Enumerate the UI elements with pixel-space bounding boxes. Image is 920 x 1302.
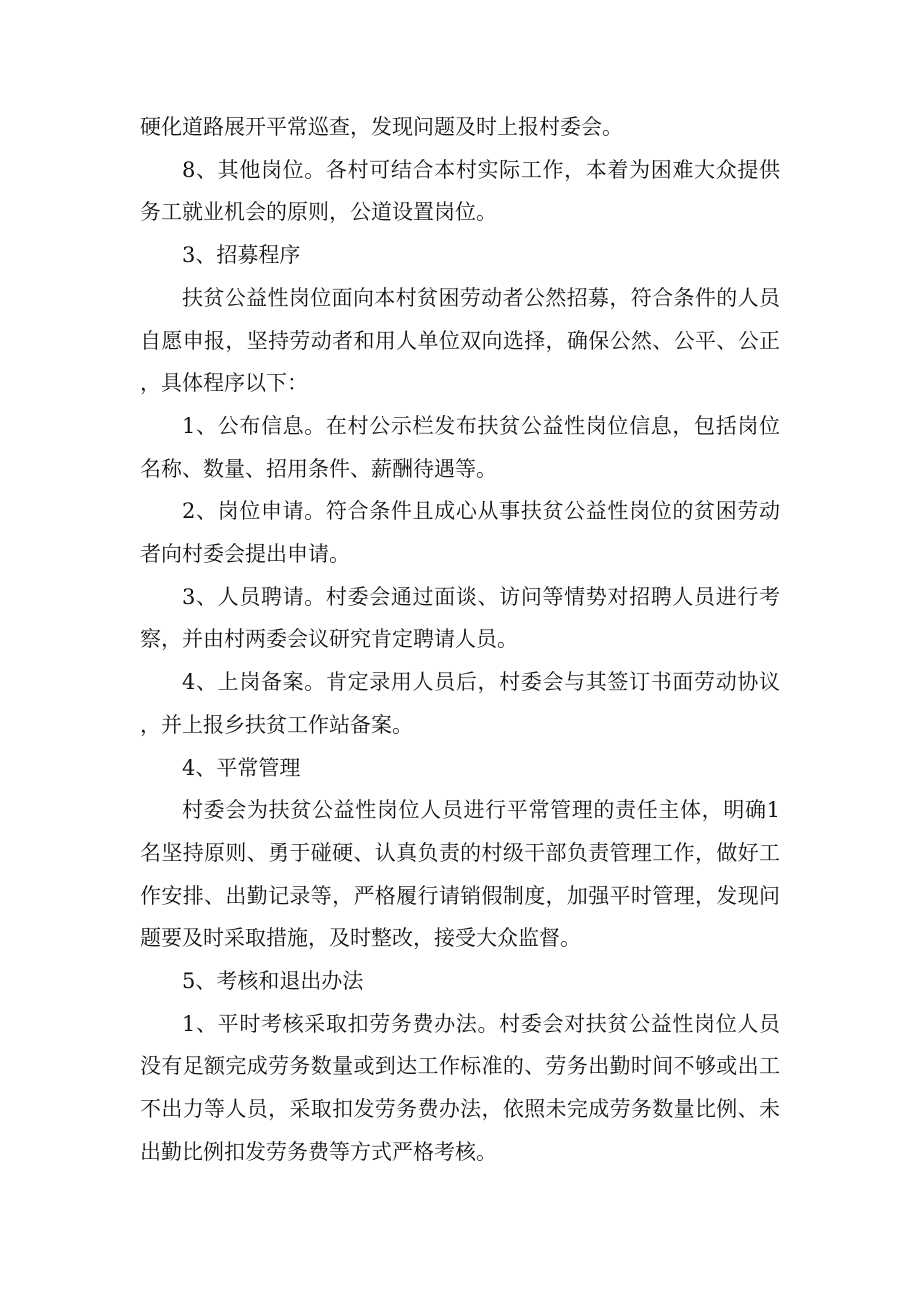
paragraph-publish-info: 1、公布信息。在村公示栏发布扶贫公益性岗位信息，包括岗位名称、数量、招用条件、薪酬待遇等。	[140, 413, 780, 481]
paragraph-roads-inspection: 硬化道路展开平常巡查，发现问题及时上报村委会。	[140, 115, 623, 139]
paragraph-hiring: 3、人员聘请。村委会通过面谈、访问等情势对招聘人员进行考察，并由村两委会议研究肯定聘请人员。	[140, 584, 780, 652]
paragraph-other-positions: 8、其他岗位。各村可结合本村实际工作，本着为困难大众提供务工就业机会的原则，公道设置岗位。	[140, 157, 780, 225]
paragraph-position-application: 2、岗位申请。符合条件且成心从事扶贫公益性岗位的贫困劳动者向村委会提出申请。	[140, 499, 780, 567]
section-heading-recruitment: 3、招募程序	[182, 243, 301, 268]
section-heading-assessment-exit: 5、考核和退出办法	[182, 969, 364, 994]
paragraph-onboarding-record: 4、上岗备案。肯定录用人员后，村委会与其签订书面劳动协议，并上报乡扶贫工作站备案。	[140, 670, 780, 737]
paragraph-recruitment-intro: 扶贫公益性岗位面向本村贫困劳动者公然招募，符合条件的人员自愿申报，坚持劳动者和用人单位双向选择，确保公然、公平、公正，具体程序以下：	[140, 285, 780, 396]
section-heading-daily-management: 4、平常管理	[182, 755, 301, 780]
paragraph-assessment: 1、平时考核采取扣劳务费办法。村委会对扶贫公益性岗位人员没有足额完成劳务数量或到达工作标准的、劳务出勤时间不够或出工不出力等人员，采取扣发劳务费办法，依照未完成劳务数量比例、未出勤比例扣发劳务费等方式严格考核。	[140, 1011, 780, 1164]
paragraph-daily-management: 村委会为扶贫公益性岗位人员进行平常管理的责任主体，明确1名坚持原则、勇于碰硬、认真负责的村级干部负责管理工作，做好工作安排、出勤记录等，严格履行请销假制度，加强平时管理，发现问题要及时采取措施，及时整改，接受大众监督。	[140, 798, 780, 951]
